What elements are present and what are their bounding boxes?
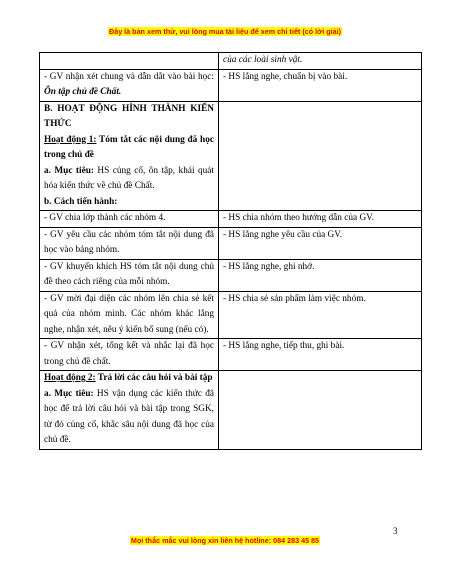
student-response: - HS lắng nghe, chuẩn bị vào bài.	[223, 71, 348, 82]
intro-instruction	[44, 70, 214, 101]
objective-text: HS củng cố, ôn tập, khái quát hóa kiến thức về chủ đề Chất.	[44, 165, 214, 191]
teacher-step: - GV mời đại diện các nhóm lên chia sẻ kết quả của nhóm mình. Các nhóm khác lắng nghe, nhận xét, nêu ý kiến bổ sung (nếu có).	[44, 293, 214, 335]
teacher-column-cell	[40, 101, 219, 211]
activity-1-title: Tóm tắt các nội dung đã học trong chủ đề	[44, 134, 214, 160]
continued-text: của các loài sinh vật.	[223, 55, 303, 65]
student-step: - HS lắng nghe, tiếp thu, ghi bài.	[223, 341, 345, 351]
activity-2-label: Hoạt động 2:	[44, 373, 96, 383]
student-step: - HS lắng nghe yêu cầu của GV.	[223, 229, 343, 240]
teacher-column-cell	[40, 211, 219, 228]
section-title: B. HOẠT ĐỘNG HÌNH THÀNH KIẾN THỨC	[44, 103, 214, 129]
hotline-notice-banner	[0, 536, 450, 545]
teacher-step: - GV khuyến khích HS tóm tắt nội dung chủ đề theo cách riêng của mỗi nhóm.	[44, 261, 214, 287]
teacher-step: - GV yêu cầu các nhóm tóm tắt nội dung đã học vào bảng nhóm.	[44, 229, 214, 255]
student-column-cell	[219, 339, 422, 371]
table-row	[40, 211, 422, 228]
student-column-cell	[219, 259, 422, 291]
preview-notice-banner	[0, 27, 450, 36]
teacher-column-cell	[40, 371, 219, 450]
table-row	[40, 101, 422, 211]
objective-label: a. Mục tiêu:	[44, 165, 94, 176]
student-column-cell	[219, 291, 422, 339]
student-column-cell	[219, 69, 422, 101]
activity-1-label: Hoạt động 1:	[44, 134, 97, 145]
hotline-notice-text: Mọi thắc mắc vui lòng xin liên hệ hotline: 084 283 45 85	[130, 536, 320, 545]
activity-1-heading	[44, 133, 214, 164]
intro-instruction-text: - GV nhận xét chung và dẫn dắt vào bài học:	[44, 71, 214, 82]
teacher-column-cell	[40, 69, 219, 101]
page-number: 3	[393, 526, 398, 536]
table-row	[40, 259, 422, 291]
lesson-topic: Ôn tập chủ đề Chất.	[44, 87, 122, 97]
objective-label: a. Mục tiêu:	[44, 388, 94, 399]
table-row	[40, 227, 422, 259]
student-column-cell	[219, 101, 422, 211]
objective-paragraph	[44, 164, 214, 195]
table-row	[40, 339, 422, 371]
teacher-column-cell	[40, 339, 219, 371]
table-row	[40, 69, 422, 101]
teacher-column-cell	[40, 291, 219, 339]
student-column-cell	[219, 53, 422, 70]
table-row	[40, 291, 422, 339]
student-step: - HS chia sẻ sản phẩm làm việc nhóm.	[223, 293, 366, 304]
activity-2-title: Trả lời các câu hỏi và bài tập	[95, 373, 213, 383]
teacher-column-cell	[40, 53, 219, 70]
objective-paragraph	[44, 387, 214, 449]
teacher-step: - GV chia lớp thành các nhóm 4.	[44, 213, 166, 223]
table-row	[40, 371, 422, 450]
student-step: - HS chia nhóm theo hướng dẫn của GV.	[223, 213, 375, 223]
objective-text: HS vận dụng các kiến thức đã học để trả lời câu hỏi và bài tập trong SGK, từ đó củng cố, khắc sâu nội dung đã học của chủ đề.	[44, 388, 214, 445]
procedure-label: b. Cách tiến hành:	[44, 196, 118, 207]
student-step: - HS lắng nghe, ghi nhớ.	[223, 261, 315, 272]
lesson-plan-table	[39, 52, 422, 450]
teacher-step: - GV nhận xét, tổng kết và nhắc lại đã học trong chủ đề chất.	[44, 341, 214, 367]
table-row	[40, 53, 422, 70]
teacher-column-cell	[40, 227, 219, 259]
activity-2-heading	[44, 371, 214, 387]
student-column-cell	[219, 371, 422, 450]
student-column-cell	[219, 227, 422, 259]
student-column-cell	[219, 211, 422, 228]
teacher-column-cell	[40, 259, 219, 291]
preview-notice-text: Đây là bản xem thử, vui lòng mua tài liệu để xem chi tiết (có lời giải)	[109, 27, 341, 36]
